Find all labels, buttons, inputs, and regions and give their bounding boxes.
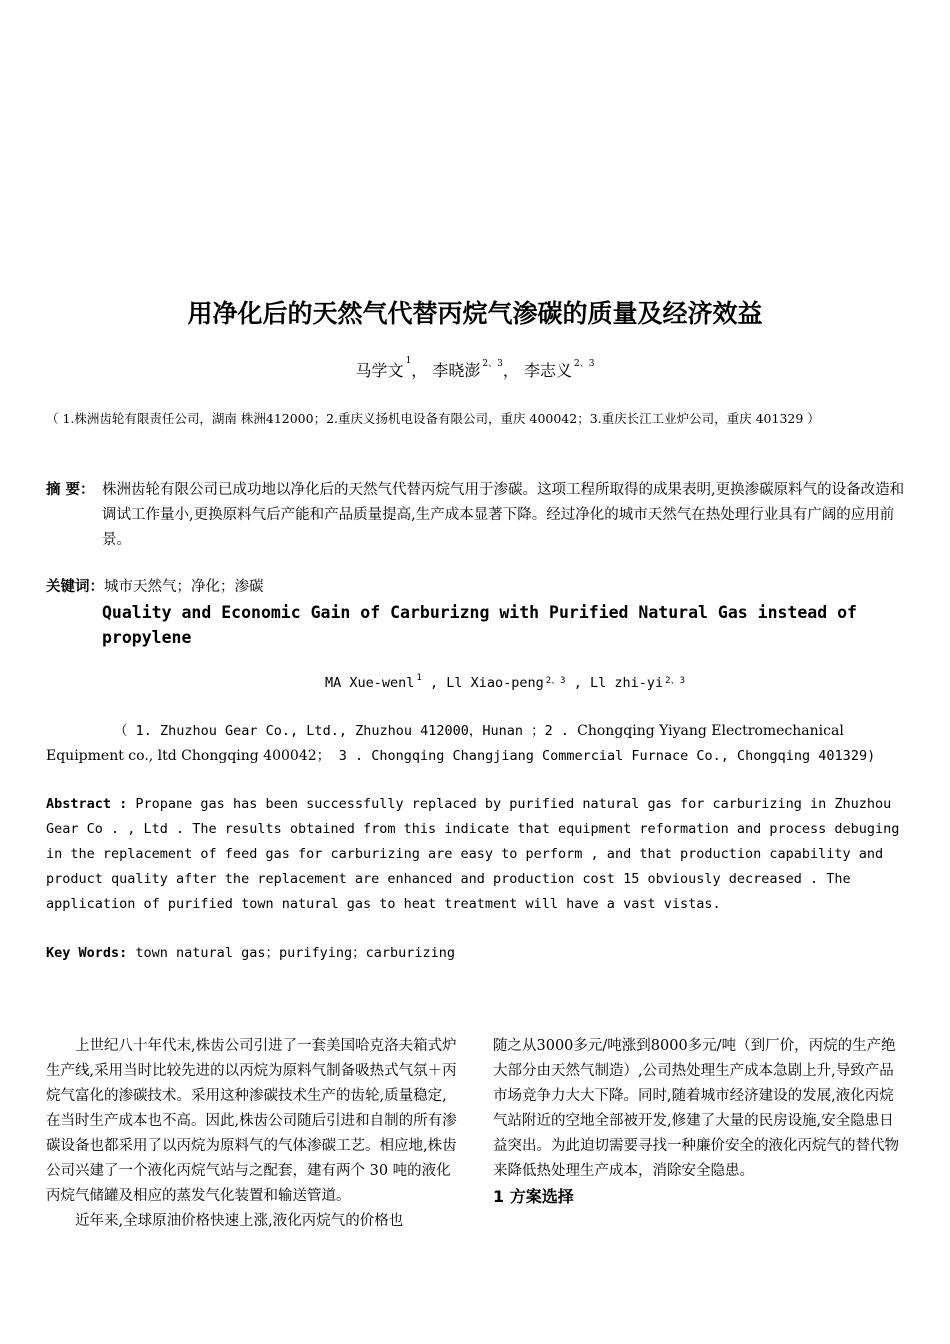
author-separator: ， — [411, 361, 428, 380]
abstract-en-text: Propane gas has been successfully replaced by purified natural gas for carburizing in Zhuzhou Gear Co . , Ltd . The results obtained from this indicate that equipment reformation and process debuging in the replacement of feed gas for carburizing are easy to perform , and that production capability and product quality after the replacement are enhanced and production cost 15 obviously decreased . The application of purified town natural gas to heat treatment will have a vast vistas. — [46, 796, 900, 912]
author-name: Ll zhi-yi — [590, 675, 664, 691]
author-name: 李志义 — [523, 361, 572, 380]
abstract-en-label: Abstract : — [46, 796, 128, 812]
paper-title-cn: 用净化后的天然气代替丙烷气渗碳的质量及经济效益 — [187, 299, 763, 328]
abstract-en — [46, 792, 906, 917]
body-column-left — [46, 1034, 458, 1234]
body-column-right — [493, 1034, 905, 1209]
author-name: MA Xue-wenl — [325, 675, 415, 691]
keywords-cn — [46, 575, 264, 596]
author-affiliation-mark: 2、3 — [665, 676, 685, 686]
affiliation-en-part3: 3 . Chongqing Changjiang Commercial Furnace Co., Chongqing 401329) — [330, 748, 876, 764]
author-list-en — [0, 675, 950, 691]
affiliation-en-part1: （ 1. Zhuzhou Gear Co., Ltd., Zhuzhou 412000，Hunan ；2 . — [114, 723, 578, 739]
abstract-cn-text: 株洲齿轮有限公司已成功地以净化后的天然气代替丙烷气用于渗碳。这项工程所取得的成果表明,更换渗碳原料气的设备改造和调试工作量小,更换原料气后产能和产品质量提高,生产成本显著下降。经过净化的城市天然气在热处理行业具有广阔的应用前景。 — [102, 482, 905, 548]
body-paragraph: 近年来,全球原油价格快速上涨,液化丙烷气的价格也 — [75, 1213, 404, 1229]
keywords-en-label: Key Words: — [46, 945, 128, 961]
keywords-cn-label: 关键词： — [46, 579, 104, 595]
author-separator: ， — [502, 361, 519, 380]
author-name: 李晓澎 — [432, 361, 481, 380]
keywords-en-text: town natural gas；purifying；carburizing — [127, 945, 456, 961]
affiliation-cn: （ 1.株洲齿轮有限责任公司，湖南 株洲412000；2.重庆义扬机电设备有限公司，重庆 400042；3.重庆长江工业炉公司，重庆 401329 ） — [46, 411, 820, 426]
author-separator: , — [421, 675, 447, 691]
author-affiliation-mark: 2、3 — [545, 676, 566, 686]
author-separator: , — [565, 675, 590, 691]
keywords-en — [46, 941, 455, 961]
paper-title-en: Quality and Economic Gain of Carburizng with Purified Natural Gas instead of propylene — [102, 603, 857, 647]
affiliation-en — [46, 719, 916, 769]
author-affiliation-mark: 1 — [416, 673, 422, 683]
abstract-cn — [46, 478, 906, 553]
author-list-cn — [0, 358, 950, 381]
abstract-cn-label: 摘 要： — [46, 482, 95, 498]
author-name: Ll Xiao-peng — [446, 675, 544, 691]
keywords-cn-text: 城市天然气；净化；渗碳 — [104, 579, 264, 595]
body-paragraph: 随之从3000多元/吨涨到8000多元/吨（到厂价，丙烷的生产绝大部分由天然气制造）,公司热处理生产成本急剧上升,导致产品市场竞争力大大下降。同时,随着城市经济建设的发展,液化丙烷气站附近的空地全部被开发,修建了大量的民房设施,安全隐患日益突出。为此迫切需要寻找一种廉价安全的液化丙烷气的替代物来降低热处理生产成本，消除安全隐患。 — [493, 1038, 899, 1179]
author-name: 马学文 — [355, 361, 404, 380]
author-affiliation-mark: 2、3 — [574, 359, 595, 369]
author-affiliation-mark: 2、3 — [482, 359, 503, 369]
affiliation-en-part2: Chongqing Yiyang Electromechanical Equipment co., ltd Chongqing 400042； — [46, 723, 844, 764]
author-affiliation-mark: 1 — [405, 356, 412, 366]
section-heading: 1 方案选择 — [493, 1187, 574, 1206]
body-paragraph: 上世纪八十年代末,株齿公司引进了一套美国哈克洛夫箱式炉生产线,采用当时比较先进的以丙烷为原料气制备吸热式气氛＋丙烷气富化的渗碳技术。采用这种渗碳技术生产的齿轮,质量稳定,在当时生产成本也不高。因此,株齿公司随后引进和自制的所有渗碳设备也都采用了以丙烷为原料气的气体渗碳工艺。相应地,株齿公司兴建了一个液化丙烷气站与之配套，建有两个 30 吨的液化丙烷气储罐及相应的蒸发气化装置和输送管道。 — [46, 1038, 457, 1204]
